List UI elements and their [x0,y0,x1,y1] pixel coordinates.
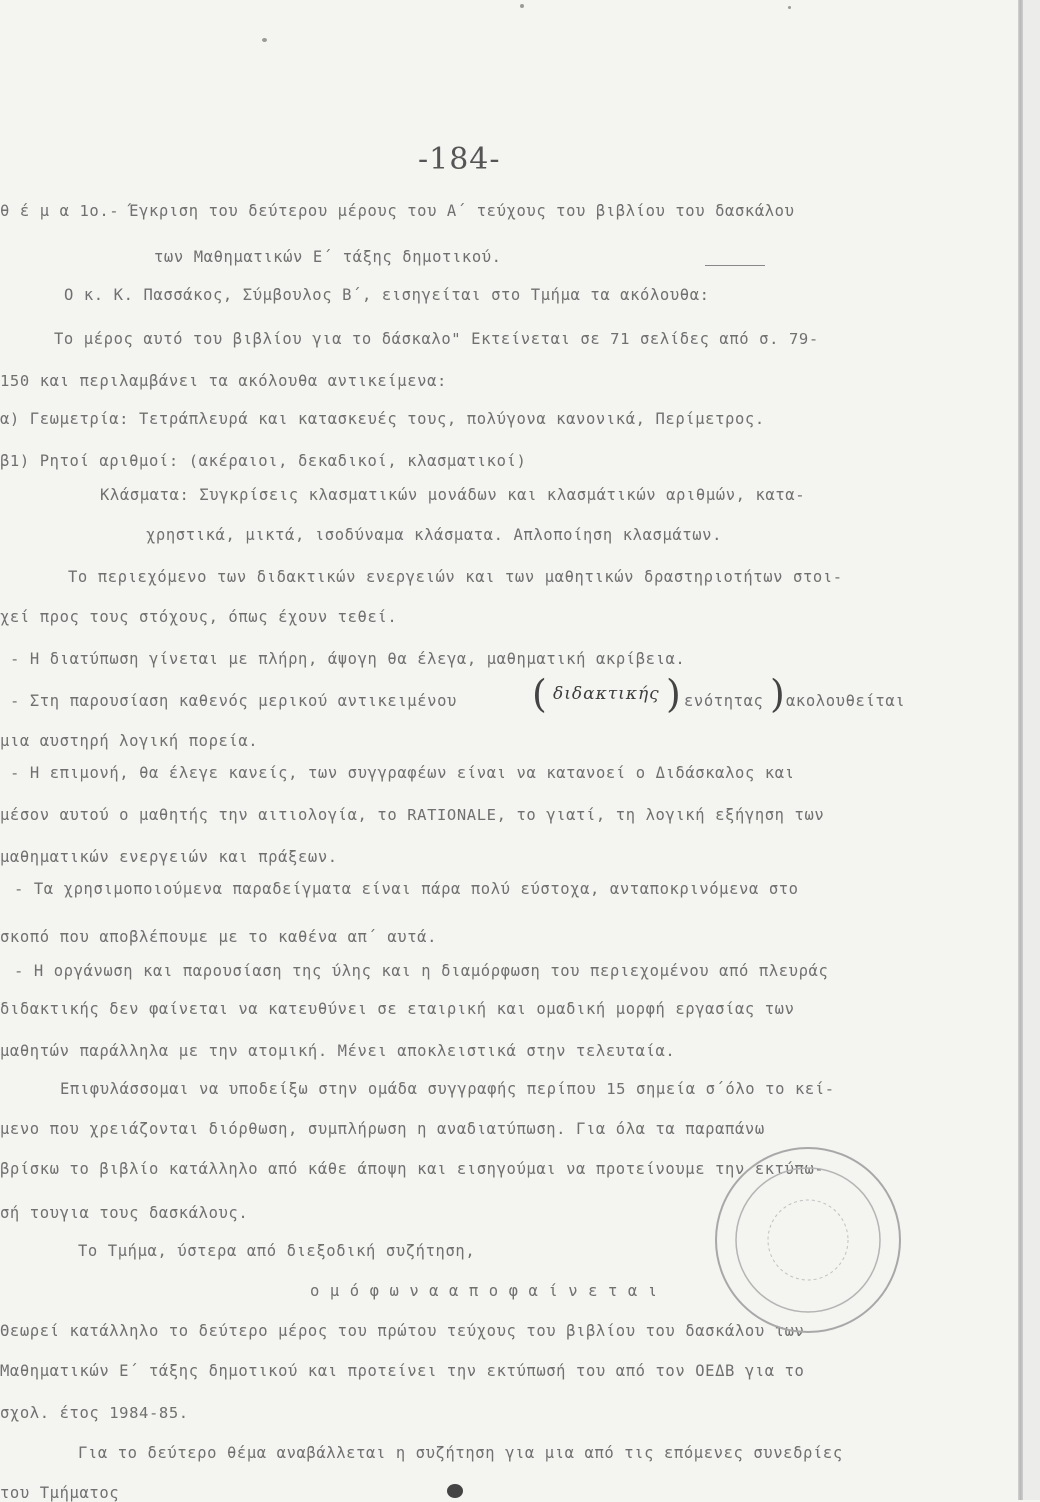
speck [788,6,791,9]
hand-bracket-left: ( [532,672,547,716]
text-line-10: Το περιεχόμενο των διδακτικών ενεργειών και των μαθητικών δραστηριοτήτων στοι- [68,568,843,586]
text-line-8: Κλάσματα: Συγκρίσεις κλασματικών μονάδων και κλασμάτικών αριθμών, κατα- [100,486,806,504]
text-line-4: Το μέρος αυτό του βιβλίου για το δάσκαλο" Εκτείνεται σε 71 σελίδες από σ. 79- [54,330,819,348]
page-edge [1023,0,1040,1500]
text-line-13b: ενότητας [684,692,764,710]
text-line-13c: ακολουθείται [786,692,906,710]
text-line-16: μέσον αυτού ο μαθητής την αιτιολογία, το RATIONALE, το γιατί, τη λογική εξήγηση των [0,806,825,824]
text-line-7: β1) Ρητοί αριθμοί: (ακέραιοι, δεκαδικοί, κλασματικοί) [0,452,527,470]
text-line-13: - Στη παρουσίαση καθενός μερικού αντικειμένου [10,692,457,710]
text-line-33: του Τμήματος [0,1484,120,1502]
text-line-6: α) Γεωμετρία: Τετράπλευρά και κατασκευές τους, πολύγονα κανονικά, Περίμετρος. [0,410,765,428]
text-line-14: μια αυστηρή λογική πορεία. [0,732,259,750]
speck [262,38,267,42]
speck [520,4,524,8]
text-line-18: - Τα χρησιμοποιούμενα παραδείγματα είναι πάρα πολύ εύστοχα, ανταποκρινόμενα στο [14,880,799,898]
text-line-17: μαθηματικών ενεργειών και πράξεων. [0,848,338,866]
text-line-1: θ έ μ α 1ο.- Έγκριση του δεύτερου μέρους του Α΄ τεύχους του βιβλίου του δασκάλου [0,202,795,220]
text-line-20: - Η οργάνωση και παρουσίαση της ύλης και η διαμόρφωση του περιεχομένου από πλευράς [14,962,829,980]
text-line-9: χρηστικά, μικτά, ισοδύναμα κλάσματα. Απλοποίηση κλασμάτων. [146,526,723,544]
text-line-31: σχολ. έτος 1984-85. [0,1404,189,1422]
text-line-23: Επιφυλάσσομαι να υποδείξω στην ομάδα συγγραφής περίπου 15 σημεία σ΄όλο το κεί- [60,1080,835,1098]
pen-mark [705,265,765,266]
text-line-11: χεί προς τους στόχους, όπως έχουν τεθεί. [0,608,398,626]
official-stamp [708,1140,908,1340]
text-line-19: σκοπό που αποβλέπουμε με το καθένα απ΄ αυτά. [0,928,437,946]
decision-heading: ο μ ό φ ω ν α α π ο φ α ί ν ε τ α ι [310,1282,658,1300]
text-line-25: βρίσκω το βιβλίο κατάλληλο από κάθε άποψη και εισηγούμαι να προτείνουμε την εκτύπω- [0,1160,825,1178]
text-line-15: - Η επιμονή, θα έλεγε κανείς, των συγγραφέων είναι να κατανοεί ο Διδάσκαλος και [10,764,795,782]
ink-mark [447,1484,463,1498]
text-line-12: - Η διατύπωση γίνεται με πλήρη, άψογη θα έλεγα, μαθηματική ακρίβεια. [10,650,686,668]
text-line-24: μενο που χρειάζονται διόρθωση, συμπλήρωση η αναδιατύπωση. Για όλα τα παραπάνω [0,1120,765,1138]
text-line-29: Θεωρεί κατάλληλο το δεύτερο μέρος του πρώτου τεύχους του βιβλίου του δασκάλου των [0,1322,805,1340]
text-line-5: 150 και περιλαμβάνει τα ακόλουθα αντικείμενα: [0,372,447,390]
hand-bracket-right-2: ) [770,672,785,716]
text-line-30: Μαθηματικών Ε΄ τάξης δημοτικού και προτείνει την εκτύπωσή του από τον ΟΕΔΒ για το [0,1362,805,1380]
text-line-32: Για το δεύτερο θέμα αναβάλλεται η συζήτηση για μια από τις επόμενες συνεδρίες [78,1444,843,1462]
text-line-21: διδακτικής δεν φαίνεται να κατευθύνει σε εταιρική και ομαδική μορφή εργασίας των [0,1000,795,1018]
text-line-3: Ο κ. Κ. Πασσάκος, Σύμβουλος Β΄, εισηγείται στο Τμήμα τα ακόλουθα: [64,286,710,304]
text-line-27: Το Τμήμα, ύστερα από διεξοδική συζήτηση, [78,1242,476,1260]
handwritten-insert: διδακτικής [553,684,660,704]
text-line-22: μαθητών παράλληλα με την ατομική. Μένει αποκλειστικά στην τελευταία. [0,1042,676,1060]
text-line-2: των Μαθηματικών Ε΄ τάξης δημοτικού. [154,248,502,266]
hand-bracket-right: ) [666,672,681,716]
page-number: -184- [418,142,501,177]
text-line-26: σή τουγια τους δασκάλους. [0,1204,249,1222]
